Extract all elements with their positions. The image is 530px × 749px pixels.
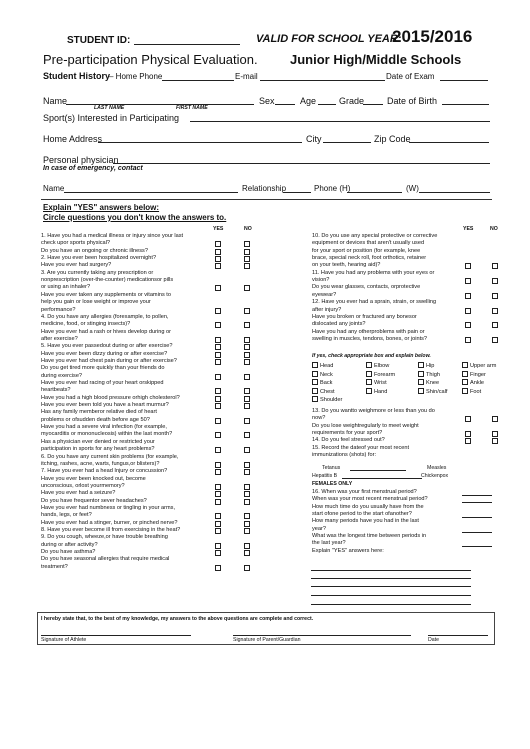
physician-label: Personal physician [43,155,119,165]
no-checkbox[interactable] [244,418,250,424]
body-part-label: Forearm [374,371,396,378]
body-part-checkbox[interactable] [312,371,318,377]
question-line: Have you broken or fractured any bonesor [312,313,417,320]
yes-checkbox[interactable] [465,438,471,444]
no-checkbox[interactable] [244,447,250,453]
question-line: Do you lose weightregularly to meet weight [312,422,419,429]
zip-field[interactable] [409,142,489,143]
question-line: problems or ofsudden death before age 50? [41,416,150,423]
yes-checkbox[interactable] [215,513,221,519]
no-checkbox[interactable] [244,249,250,255]
question-line: Have you ever had a seizure? [41,490,116,497]
body-part-checkbox[interactable] [418,362,424,368]
question-line: 4. Do you have any allergies (forexample, to pollen, [41,313,169,320]
yes-checkbox[interactable] [215,403,221,409]
body-part-option[interactable] [462,388,481,395]
body-part-label: Hip [426,363,435,369]
question-line: Do you have seasonal allergies that require medical [41,556,170,563]
measles-label: Measles [427,465,447,471]
yes-checkbox[interactable] [215,499,221,505]
no-checkbox[interactable] [244,499,250,505]
question-line: unconscious, orlost yourmemory? [41,482,125,489]
no-checkbox[interactable] [244,285,250,291]
date-label: Date [428,637,439,643]
last-name-caption: LAST NAME [94,105,125,111]
attestation-box [37,612,495,645]
question-line: after exercise? [41,335,78,342]
question-line: brace, special neck roll, foot orthotics, retainer [312,255,427,262]
emergency-label: In case of emergency, contact [43,165,143,172]
no-checkbox[interactable] [492,278,498,284]
body-part-label: Ankle [470,380,484,386]
date-field[interactable] [428,635,488,636]
body-part-option[interactable] [312,388,335,395]
body-part-label: Elbow [374,363,390,369]
no-checkbox[interactable] [244,337,250,343]
yes-checkbox[interactable] [215,374,221,380]
question-line: help you gain or lose weight or improve your [41,299,151,306]
divider [41,199,492,200]
email-field[interactable] [260,80,385,81]
body-part-checkbox[interactable] [462,371,468,377]
question-line: 12. Have you ever had a sprain, strain, or swelling [312,299,437,306]
yes-checkbox[interactable] [465,322,471,328]
question-line: How many periods have you had in the last [312,518,419,525]
body-part-checkbox[interactable] [366,371,372,377]
first-name-caption: FIRST NAME [176,105,208,111]
question-line: start ofone period to the start ofanother? [312,511,412,518]
grade-field[interactable] [363,104,383,105]
body-part-option[interactable] [418,362,434,369]
no-checkbox[interactable] [244,484,250,490]
yes-checkbox[interactable] [215,256,221,262]
no-checkbox[interactable] [244,491,250,497]
yes-checkbox[interactable] [465,337,471,343]
explain-line-4[interactable] [311,595,471,596]
question-line: 11. Have you had any problems with your eyes or [312,269,435,276]
yes-checkbox[interactable] [215,491,221,497]
no-checkbox[interactable] [244,432,250,438]
email-label: E-mail [235,72,258,81]
question-line: for your sport or position (for example, knee [312,247,421,254]
yes-checkbox[interactable] [465,416,471,422]
relationship-label: Relationship [242,184,287,193]
no-checkbox[interactable] [492,263,498,269]
body-part-label: Shoulder [320,397,343,403]
sports-field[interactable] [190,121,490,122]
question-line: Have you ever been told you have a heart murmur? [41,402,169,409]
question-line: after injury? [312,306,342,313]
yes-checkbox[interactable] [215,447,221,453]
student-id-field[interactable] [134,44,240,45]
tetanus-label: Tetanus [322,465,341,471]
yes-checkbox[interactable] [215,528,221,534]
no-checkbox[interactable] [492,337,498,343]
sex-label: Sex [259,96,275,106]
no-checkbox[interactable] [244,513,250,519]
yes-checkbox[interactable] [215,337,221,343]
question-line: check upor sports physical? [41,240,111,247]
explain-instruction: Explain "YES" answers below: [43,203,160,212]
question-line: swelling in muscles, tendons, bones, or joints? [312,335,428,342]
question-line: 6. Do you have any current skin problems (for example, [41,453,179,460]
explain-line-3[interactable] [311,586,471,587]
no-checkbox[interactable] [244,521,250,527]
yes-checkbox[interactable] [215,352,221,358]
answer-field[interactable] [462,532,492,533]
answer-field[interactable] [462,546,492,547]
no-checkbox[interactable] [244,256,250,262]
no-checkbox[interactable] [492,322,498,328]
body-part-checkbox[interactable] [312,379,318,385]
question-line: vision? [312,277,330,284]
question-line: Do you have frequentor sever headaches? [41,497,147,504]
age-label: Age [300,96,317,106]
body-part-checkbox[interactable] [312,362,318,368]
student-id-label: STUDENT ID: [67,35,131,46]
body-part-option[interactable] [462,362,496,369]
question-line: Have you had any otherproblems with pain or [312,328,425,335]
body-part-label: Back [320,380,333,386]
zip-label: Zip Code [374,134,411,144]
age-field[interactable] [318,104,336,105]
question-line: eyewear? [312,291,337,298]
question-line: Do you wear glasses, contacts, orprotective [312,284,421,291]
yes-checkbox[interactable] [215,249,221,255]
home-phone-field[interactable] [162,80,234,81]
yes-checkbox[interactable] [215,521,221,527]
question-line: treatment? [41,563,68,570]
question-line: What was the longest time between periods in [312,533,427,540]
question-line: during exercise? [41,372,83,379]
no-checkbox[interactable] [492,438,498,444]
question-line: 10. Do you use any special protective or corrective [312,233,438,239]
question-line: requirements for your sport? [312,430,383,437]
no-checkbox[interactable] [244,403,250,409]
question-line: Have you ever taken any supplements or vitamins to [41,291,171,298]
body-part-option[interactable] [418,388,447,395]
no-header-left: NO [244,226,252,232]
no-checkbox[interactable] [244,263,250,269]
yes-checkbox[interactable] [215,469,221,475]
question-line: Has a physician ever denied or restricted your [41,438,155,445]
body-part-option[interactable] [366,388,387,395]
attestation-text: I hereby state that, to the best of my knowledge, my answers to the above questions are complete and correct. [41,616,314,622]
body-part-option[interactable] [462,371,486,378]
yes-header-left: YES [213,226,224,232]
yes-checkbox[interactable] [465,431,471,437]
title-plain: Pre-participation Physical Evaluation. [43,52,258,67]
no-checkbox[interactable] [244,550,250,556]
question-line: Have you ever had numbness or tingling in your arms, [41,504,176,511]
question-line: 1. Have you had a medical illness or injury since your last [41,233,184,239]
body-part-label: Thigh [426,371,440,378]
question-line: 9. Do you cough, wheeze,or have trouble breathing [41,534,168,541]
name-label: Name [43,96,68,106]
yes-checkbox[interactable] [215,308,221,314]
question-line: Have you ever had racing of your heart orskipped [41,380,164,386]
body-part-option[interactable] [366,371,395,378]
yes-checkbox[interactable] [465,308,471,314]
no-checkbox[interactable] [492,416,498,422]
question-line: year? [312,525,326,532]
question-line: Do you get tired more quickly than your friends do [41,365,165,372]
question-line: 2. Have you ever been hospitalized overnight? [41,255,157,262]
no-checkbox[interactable] [244,565,250,571]
phone-w-field[interactable] [419,192,490,193]
answer-field[interactable] [462,517,492,518]
body-part-label: Knee [426,380,440,386]
no-checkbox[interactable] [244,359,250,365]
yes-checkbox[interactable] [215,565,221,571]
yes-checkbox[interactable] [215,550,221,556]
date-of-exam-field[interactable] [440,80,488,81]
athlete-signature-field[interactable] [41,635,191,636]
question-line: heartbeats? [41,387,71,394]
yes-header-right: YES [463,226,474,232]
no-checkbox[interactable] [244,469,250,475]
body-part-option[interactable] [312,371,333,378]
no-header-right: NO [490,226,498,232]
yes-checkbox[interactable] [215,432,221,438]
emergency-name-label: Name [43,184,65,193]
question-line: Has any family memberor relative died of heart [41,409,157,416]
relationship-field[interactable] [283,192,311,193]
hepatitis-label: Hepatitis B [312,473,338,479]
question-line: during or after activity? [41,541,98,548]
no-checkbox[interactable] [244,388,250,394]
no-checkbox[interactable] [244,308,250,314]
question-line: 14. Do you feel stressed out? [312,437,385,444]
question-line: Do you have an ongoing or chronic illness? [41,247,148,254]
yes-checkbox[interactable] [215,263,221,269]
no-checkbox[interactable] [492,431,498,437]
body-part-option[interactable] [312,379,332,386]
circle-instruction: Circle questions you don't know the answers to. [43,213,227,222]
no-checkbox[interactable] [244,543,250,549]
emergency-name-field[interactable] [64,192,238,193]
question-line: 15. Record the dateof your most recent [312,444,410,451]
dob-field[interactable] [442,104,489,105]
yes-checkbox[interactable] [465,278,471,284]
body-part-label: Shin/calf [426,388,448,395]
question-line: Have you ever been knocked out, become [41,475,146,482]
body-part-checkbox[interactable] [418,388,424,394]
parent-signature-field[interactable] [233,635,411,636]
body-part-option[interactable] [418,379,439,386]
question-line: Have you ever been dizzy during or after exercise? [41,350,168,357]
school-year: 2015/2016 [392,27,473,46]
body-part-option[interactable] [366,362,389,369]
question-line: Have you ever had surgery? [41,262,112,269]
question-line: immunizations (shots) for: [312,452,377,459]
date-of-exam-label: Date of Exam [386,72,435,81]
question-line: Do you have asthma? [41,549,96,556]
parent-signature-label: Signature of Parent/Guardian [233,637,301,643]
body-part-label: Upper arm [470,363,497,369]
body-part-checkbox[interactable] [418,371,424,377]
question-line: on your teeth, hearing aid)? [312,262,381,269]
phone-w-label: (W) [406,184,419,193]
explain-line-2[interactable] [311,578,471,579]
body-part-checkbox[interactable] [366,362,372,368]
question-line: 16. When was your first menstrual period? [312,489,417,495]
dob-label: Date of Birth [387,96,438,106]
yes-checkbox[interactable] [215,543,221,549]
body-parts-header: If yes, check appropriate box and explain below. [312,353,431,359]
question-line: Have you had a severe viral infection (for example, [41,424,167,431]
question-line: nonprescription (over-the-counter) medicationsor pills [41,277,174,284]
physician-field[interactable] [113,163,490,164]
no-checkbox[interactable] [244,241,250,247]
no-checkbox[interactable] [244,344,250,350]
body-part-option[interactable] [462,379,484,386]
no-checkbox[interactable] [244,352,250,358]
question-line: 3. Are you currently taking any prescription or [41,269,154,276]
body-part-checkbox[interactable] [312,396,318,402]
no-checkbox[interactable] [492,293,498,299]
yes-checkbox[interactable] [215,462,221,468]
explain-line-5[interactable] [311,604,471,605]
body-part-checkbox[interactable] [462,388,468,394]
answer-field[interactable] [462,495,492,496]
body-part-checkbox[interactable] [312,388,318,394]
body-part-label: Chest [320,388,335,395]
yes-checkbox[interactable] [215,388,221,394]
question-line: or using an inhaler? [41,284,91,291]
body-part-label: Hand [374,388,388,395]
title-bold: Junior High/Middle Schools [290,52,462,67]
body-part-option[interactable] [312,362,333,369]
body-part-option[interactable] [312,396,342,403]
hepatitis-field[interactable] [342,478,422,479]
question-line: performance? [41,306,76,313]
no-checkbox[interactable] [244,528,250,534]
question-line: hands, legs, or feet? [41,512,92,519]
question-line: itching, rashes, acne, warts, fungus,or blisters)? [41,460,160,467]
yes-checkbox[interactable] [215,322,221,328]
question-line: Have you ever had a stinger, burner, or pinched nerve? [41,519,178,526]
home-phone-label: – Home Phone [109,72,163,81]
no-checkbox[interactable] [244,374,250,380]
body-part-checkbox[interactable] [462,362,468,368]
city-label: City [306,134,322,144]
body-part-checkbox[interactable] [462,379,468,385]
athlete-signature-label: Signature of Athlete [41,637,87,643]
body-part-label: Neck [320,371,333,378]
yes-checkbox[interactable] [215,359,221,365]
chickenpox-label: Chickenpox [421,473,449,479]
question-line: equipment or devices that aren't usually used [312,240,425,247]
yes-checkbox[interactable] [215,241,221,247]
grade-label: Grade [339,96,365,106]
body-part-checkbox[interactable] [366,379,372,385]
question-line: participation in sports for any heart problems? [41,446,155,453]
question-line: the last year? [312,540,346,547]
question-line: dislocated any joints? [312,321,366,328]
no-checkbox[interactable] [492,308,498,314]
females-only-label: FEMALES ONLY [312,481,353,487]
no-checkbox[interactable] [244,396,250,402]
yes-checkbox[interactable] [465,263,471,269]
body-part-option[interactable] [418,371,440,378]
body-part-checkbox[interactable] [366,388,372,394]
question-line: 8. Have you ever become ill from exercising in the heat? [41,527,181,533]
explain-line-1[interactable] [311,570,471,571]
phone-h-label: Phone (H) [314,184,351,193]
city-field[interactable] [323,142,371,143]
body-part-option[interactable] [366,379,387,386]
yes-checkbox[interactable] [465,293,471,299]
student-history-label: Student History [43,71,111,81]
tetanus-field[interactable] [350,470,406,471]
yes-checkbox[interactable] [215,396,221,402]
sports-label: Sport(s) Interested in Participating [43,113,180,123]
question-line: myocarditis or mononucleosis) within the last month? [41,431,173,438]
body-part-label: Wrist [374,380,387,386]
question-line: medicine, food, or stinging insects)? [41,321,131,328]
home-address-label: Home Address [43,134,103,144]
question-line: 7. Have you ever had a head Injury or concussion? [41,468,168,475]
body-part-label: Head [320,363,334,369]
home-address-field[interactable] [98,142,302,143]
yes-checkbox[interactable] [215,344,221,350]
question-line: 13. Do you wantto weighmore or less than you do [312,408,435,414]
body-part-label: Foot [470,388,482,395]
body-part-label: Finger [470,371,486,378]
question-line: now? [312,415,326,422]
yes-checkbox[interactable] [215,285,221,291]
valid-label: VALID FOR SCHOOL YEAR: [256,33,402,45]
phone-h-field[interactable] [347,192,402,193]
question-line: Have you ever had a rash or hives develop during or [41,328,171,335]
question-line: How much time do you usually have from the [312,503,424,510]
question-line: 5. Have you ever passedout during or after exercise? [41,343,173,350]
no-checkbox[interactable] [244,462,250,468]
question-line: Explain "YES" answers here: [312,547,384,554]
yes-checkbox[interactable] [215,418,221,424]
sex-field[interactable] [275,104,295,105]
question-line: Have you ever had chest pain during or after exercise? [41,357,177,364]
no-checkbox[interactable] [244,322,250,328]
question-line: Have you had a high blood pressure orhigh cholesterol? [41,394,180,401]
question-line: When was your most recent menstrual period? [312,496,428,503]
yes-checkbox[interactable] [215,484,221,490]
body-part-checkbox[interactable] [418,379,424,385]
answer-field[interactable] [462,502,492,503]
